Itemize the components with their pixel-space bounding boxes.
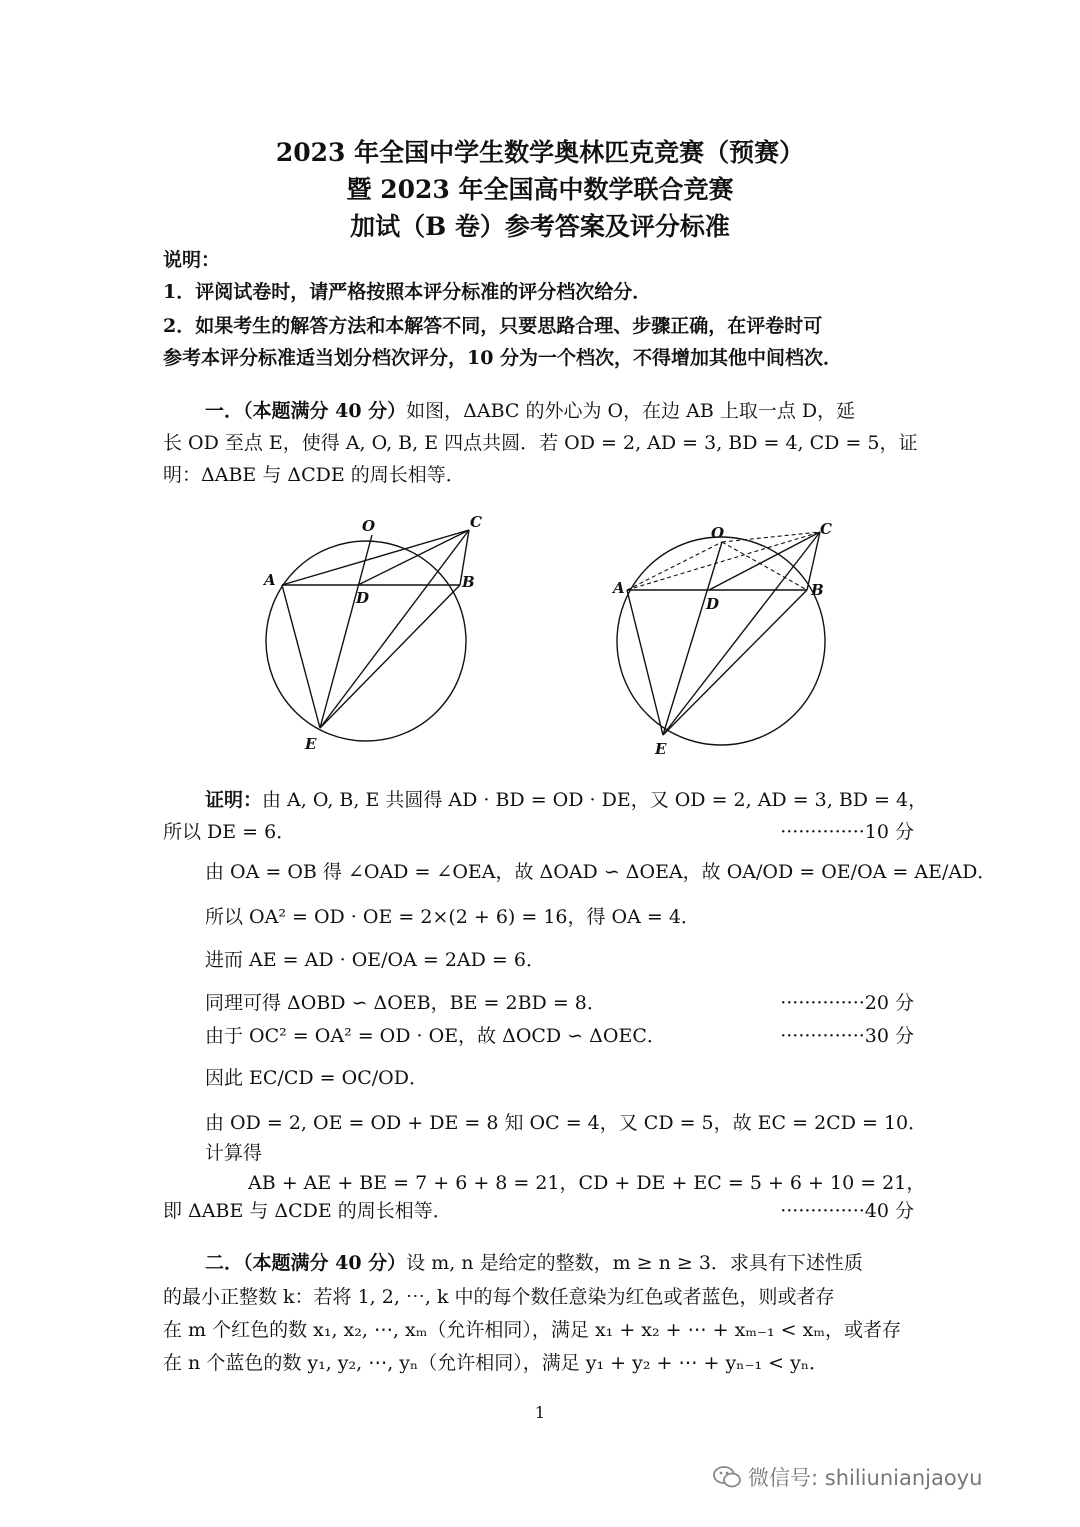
- problem2-line-1: [205, 1248, 863, 1275]
- proof-line-12: 即 ΔABE 与 ΔCDE 的周长相等．: [163, 1200, 452, 1222]
- label-d-r: D: [706, 595, 720, 613]
- proof-line-3: 由 OA = OB 得 ∠OAD = ∠OEA，故 ΔOAD ∽ ΔOEA，故 OA/OD = OE/OA = AE/AD．: [205, 861, 997, 883]
- title-line-3: 加试（B 卷）参考答案及评分标准: [350, 212, 730, 241]
- proof-line-7: 由于 OC² = OA² = OD · OE，故 ΔOCD ∽ ΔOEC．: [205, 1025, 666, 1047]
- wechat-icon: [712, 1465, 742, 1494]
- label-d: D: [356, 589, 370, 607]
- notes-item-2-line-1: 2．如果考生的解答方法和本解答不同，只要思路合理、步骤正确，在评卷时可: [163, 315, 823, 337]
- proof-line-4: 所以 OA² = OD · OE = 2×(2 + 6) = 16，得 OA = 4．: [205, 906, 700, 928]
- score-10: ··············10 分: [780, 821, 914, 843]
- figure-right: [605, 515, 855, 765]
- notes-item-2-line-2: 参考本评分标准适当划分档次评分，10 分为一个档次，不得增加其他中间档次．: [163, 347, 843, 369]
- notes-label: 说明：: [163, 249, 221, 271]
- label-b-r: B: [811, 581, 824, 599]
- proof-line-10: 计算得: [205, 1142, 263, 1164]
- label-a: A: [264, 571, 276, 589]
- circumcircle-left: [266, 541, 466, 741]
- watermark-text: 微信号: shiliunianjaoyu: [748, 1466, 983, 1490]
- title-line-1: 2023 年全国中学生数学奥林匹克竞赛（预赛）: [275, 138, 805, 167]
- problem2-heading: 二．（本题满分 40 分）: [205, 1252, 407, 1274]
- problem1-line-2: 长 OD 至点 E，使得 A, O, B, E 四点共圆．若 OD = 2, AD = 3, BD = 4, CD = 5，证: [163, 432, 918, 454]
- circumcircle-right: [617, 537, 825, 745]
- notes-item-1: 1．评阅试卷时，请严格按照本评分标准的评分档次给分．: [163, 281, 652, 303]
- proof-line-11: AB + AE + BE = 7 + 6 + 8 = 21，CD + DE + EC = 5 + 6 + 10 = 21，: [248, 1172, 926, 1194]
- label-c: C: [470, 513, 482, 531]
- problem2-text-1: 设 m, n 是给定的整数，m ≥ n ≥ 3．求具有下述性质: [406, 1252, 863, 1274]
- score-20: ··············20 分: [780, 992, 914, 1014]
- segment-oe: [320, 535, 372, 728]
- problem1-line-1: [205, 396, 855, 423]
- score-40: ··············40 分: [780, 1200, 914, 1222]
- problem1-line-3: 明：ΔABE 与 ΔCDE 的周长相等．: [163, 464, 465, 486]
- label-o-r: O: [711, 524, 725, 542]
- proof-line-8: 因此 EC/CD = OC/OD．: [205, 1067, 428, 1089]
- label-e: E: [305, 735, 317, 753]
- segment-ce: [320, 530, 469, 728]
- title-line-2: 暨 2023 年全国高中数学联合竞赛: [346, 175, 734, 204]
- problem2-line-4: 在 n 个蓝色的数 y₁, y₂, ⋯, yₙ（允许相同），满足 y₁ + y₂ + ⋯ + yₙ₋₁ < yₙ．: [163, 1352, 829, 1374]
- problem2-line-3: 在 m 个红色的数 x₁, x₂, ⋯, xₘ（允许相同），满足 x₁ + x₂ + ⋯ + xₘ₋₁ < xₘ，或者存: [163, 1319, 901, 1341]
- problem1-text-1: 如图，ΔABC 的外心为 O，在边 AB 上取一点 D，延: [406, 400, 856, 422]
- figure-left: [250, 505, 500, 755]
- problem1-heading: 一．（本题满分 40 分）: [205, 400, 407, 422]
- proof-text-1: 由 A, O, B, E 共圆得 AD · BD = OD · DE，又 OD = 2, AD = 3, BD = 4，: [262, 789, 928, 811]
- score-30: ··············30 分: [780, 1025, 914, 1047]
- segment-cd-r: [709, 532, 820, 590]
- watermark: [712, 1462, 982, 1494]
- segment-ce-r: [663, 532, 820, 735]
- segment-ae-r: [627, 590, 663, 735]
- dashed-oc: [722, 532, 820, 542]
- proof-line-6: 同理可得 ΔOBD ∽ ΔOEB，BE = 2BD = 8．: [205, 992, 606, 1014]
- proof-line-1: [205, 785, 927, 812]
- proof-label: 证明：: [205, 789, 263, 811]
- segment-ae: [282, 585, 320, 728]
- label-b: B: [462, 573, 475, 591]
- label-c-r: C: [820, 520, 832, 538]
- proof-line-9: 由 OD = 2, OE = OD + DE = 8 知 OC = 4，又 CD = 5，故 EC = 2CD = 10．: [205, 1112, 928, 1134]
- proof-line-5: 进而 AE = AD · OE/OA = 2AD = 6．: [205, 949, 545, 971]
- label-a-r: A: [613, 579, 625, 597]
- label-e-r: E: [655, 740, 667, 758]
- proof-line-2: 所以 DE = 6．: [163, 821, 296, 843]
- segment-be: [320, 585, 460, 728]
- problem2-line-2: 的最小正整数 k：若将 1, 2, ⋯, k 中的每个数任意染为红色或者蓝色，则或者存: [163, 1286, 835, 1308]
- label-o: O: [362, 517, 376, 535]
- page-number: 1: [534, 1403, 546, 1422]
